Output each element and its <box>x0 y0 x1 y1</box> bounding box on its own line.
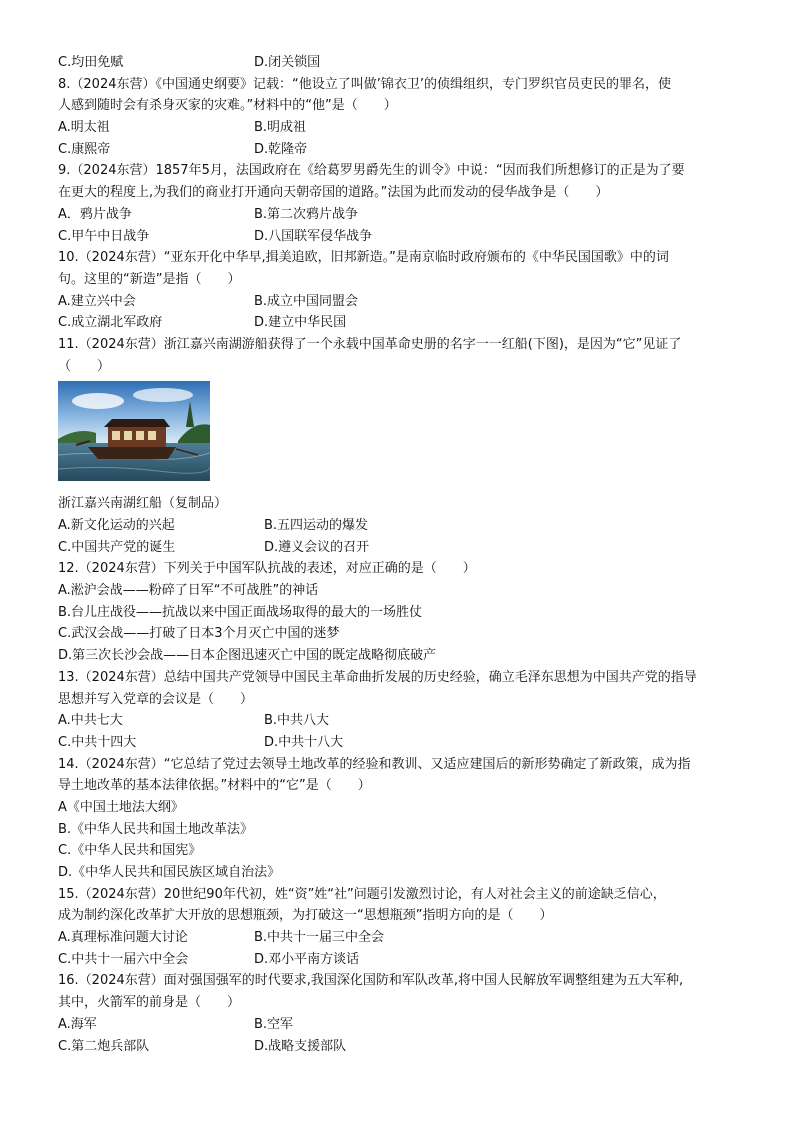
q12-option-a[interactable]: A.淞沪会战——粉碎了日军“不可战胜”的神话 <box>58 583 319 599</box>
q9-option-a[interactable]: A．鸦片战争 <box>58 206 132 222</box>
q15-option-b[interactable]: B.中共十一届三中全会 <box>254 930 385 946</box>
q8-options-ab <box>58 117 748 139</box>
q8-stem-line1: 8.（2024东营）《中国通史纲要》记载：“他设立了叫做’锦衣卫’的侦缉组织，专门罗织官员吏民的罪名，使 <box>58 76 671 92</box>
q12-option-d[interactable]: D.第三次长沙会战——日本企图迅速灭亡中国的既定战略彻底破产 <box>58 648 437 664</box>
q10-options-ab <box>58 291 748 313</box>
q13-option-c[interactable]: C.中共十四大 <box>58 734 137 750</box>
q8-stem-line2: 人感到随时会有杀身灭家的灾难。”材料中的“他”是（ ） <box>58 98 397 114</box>
exam-page <box>58 52 748 1057</box>
q14-stem-line2: 导土地改革的基本法律依据。”材料中的“它”是（ ） <box>58 778 371 794</box>
q11-stem-line2: （ ） <box>58 358 111 374</box>
q7-option-c[interactable]: C.均田免赋 <box>58 55 124 70</box>
q15-options-cd <box>58 949 748 971</box>
q13-option-a[interactable]: A.中共七大 <box>58 713 123 729</box>
q9-options-cd <box>58 226 748 248</box>
q10-options-cd <box>58 312 748 334</box>
q10-option-b[interactable]: B.成立中国同盟会 <box>254 293 359 309</box>
q16-option-d[interactable]: D.战略支援部队 <box>254 1038 347 1054</box>
q14-option-d[interactable]: D.《中华人民共和国民族区域自治法》 <box>58 865 281 880</box>
q14-stem-line1: 14.（2024东营）“它总结了党过去领导土地改革的经验和教训、又适应建国后的新形势确定了新政策，成为指 <box>58 756 691 772</box>
q13-options-ab <box>58 710 748 732</box>
red-boat-caption: 浙江嘉兴南湖红船（复制品） <box>58 496 228 512</box>
q12-stem-line1: 12.（2024东营）下列关于中国军队抗战的表述，对应正确的是（ ） <box>58 561 476 577</box>
q13-option-b[interactable]: B.中共八大 <box>264 713 330 729</box>
q9-option-b[interactable]: B.第二次鸦片战争 <box>254 206 359 222</box>
q15-option-c[interactable]: C.中共十一届六中全会 <box>58 951 189 967</box>
q16-option-b[interactable]: B.空军 <box>254 1016 294 1032</box>
q8-option-c[interactable]: C.康熙帝 <box>58 141 111 157</box>
q9-option-d[interactable]: D.八国联军侵华战争 <box>254 228 373 244</box>
q8-option-b[interactable]: B.明成祖 <box>254 120 307 136</box>
q12-option-b[interactable]: B.台儿庄战役——抗战以来中国正面战场取得的最大的一场胜仗 <box>58 604 423 620</box>
q8-option-d[interactable]: D.乾隆帝 <box>254 141 308 157</box>
q8-option-a[interactable]: A.明太祖 <box>58 120 110 136</box>
q12-option-c[interactable]: C.武汉会战——打破了日本3个月灭亡中国的迷梦 <box>58 626 340 642</box>
q15-option-d[interactable]: D.邓小平南方谈话 <box>254 951 360 967</box>
q16-option-c[interactable]: C.第二炮兵部队 <box>58 1038 150 1054</box>
q11-stem-line1: 11.（2024东营）浙江嘉兴南湖游船获得了一个永载中国革命史册的名字一一红船(下图)，是因为“它”见证了 <box>58 336 682 352</box>
q13-stem-line2: 思想并写入党章的会议是（ ） <box>58 691 254 707</box>
q15-option-a[interactable]: A.真理标准问题大讨论 <box>58 930 188 946</box>
q7-option-d[interactable]: D.闭关锁国 <box>254 55 321 70</box>
q10-option-d[interactable]: D.建立中华民国 <box>254 315 347 331</box>
q11-option-d[interactable]: D.遵义会议的召开 <box>264 539 370 555</box>
q16-option-a[interactable]: A.海军 <box>58 1016 97 1032</box>
q10-stem-line1: 10.（2024东营）“亚东开化中华早,揖美追欧，旧邦新造。”是南京临时政府颁布的《中华民国国歌》中的词 <box>58 250 669 266</box>
q13-stem-line1: 13.（2024东营）总结中国共产党领导中国民主革命曲折发展的历史经验，确立毛泽东思想为中国共产党的指导 <box>58 669 697 685</box>
q15-options-ab <box>58 927 748 949</box>
q13-options-cd <box>58 732 748 754</box>
q11-options-cd <box>58 537 748 559</box>
q11-option-a[interactable]: A.新文化运动的兴起 <box>58 518 175 533</box>
q11-option-b[interactable]: B.五四运动的爆发 <box>264 518 369 533</box>
q10-stem-line2: 句。这里的“新造”是指（ ） <box>58 271 241 287</box>
q10-option-a[interactable]: A.建立兴中会 <box>58 293 136 309</box>
q15-stem-line2: 成为制约深化改革扩大开放的思想瓶颈，为打破这一“思想瓶颈”指明方向的是（ ） <box>58 908 553 924</box>
q16-stem-line1: 16.（2024东营）面对强国强军的时代要求,我国深化国防和军队改革,将中国人民解放军调整组建为五大军种, <box>58 973 684 989</box>
q10-option-c[interactable]: C.成立湖北军政府 <box>58 315 163 331</box>
q16-options-cd <box>58 1036 748 1058</box>
q14-option-a[interactable]: A《中国土地法大纲》 <box>58 799 184 815</box>
red-boat-photo-svg <box>58 381 210 481</box>
q8-options-cd <box>58 139 748 161</box>
red-boat-photo <box>58 377 748 493</box>
q16-stem-line2: 其中，火箭军的前身是（ ） <box>58 995 241 1011</box>
q9-stem-line1: 9.（2024东营）1857年5月，法国政府在《给葛罗男爵先生的训令》中说：“因而我们所想修订的正是为了要 <box>58 163 685 179</box>
q9-options-ab <box>58 204 748 226</box>
q15-stem-line1: 15.（2024东营）20世纪90年代初，姓“资”姓“社”问题引发激烈讨论，有人对社会主义的前途缺乏信心， <box>58 886 666 902</box>
q16-options-ab <box>58 1014 748 1036</box>
q13-option-d[interactable]: D.中共十八大 <box>264 734 344 750</box>
q7-options-cd <box>58 52 748 74</box>
q14-option-b[interactable]: B.《中华人民共和国土地改革法》 <box>58 821 254 837</box>
q11-option-c[interactable]: C.中国共产党的诞生 <box>58 539 176 555</box>
q9-option-c[interactable]: C.甲午中日战争 <box>58 228 150 244</box>
q9-stem-line2: 在更大的程度上,为我们的商业打开通向天朝帝国的道路。”法国为此而发动的侵华战争是（ ） <box>58 185 609 201</box>
q11-options-ab <box>58 515 748 537</box>
q14-option-c[interactable]: C.《中华人民共和国宪》 <box>58 843 202 859</box>
